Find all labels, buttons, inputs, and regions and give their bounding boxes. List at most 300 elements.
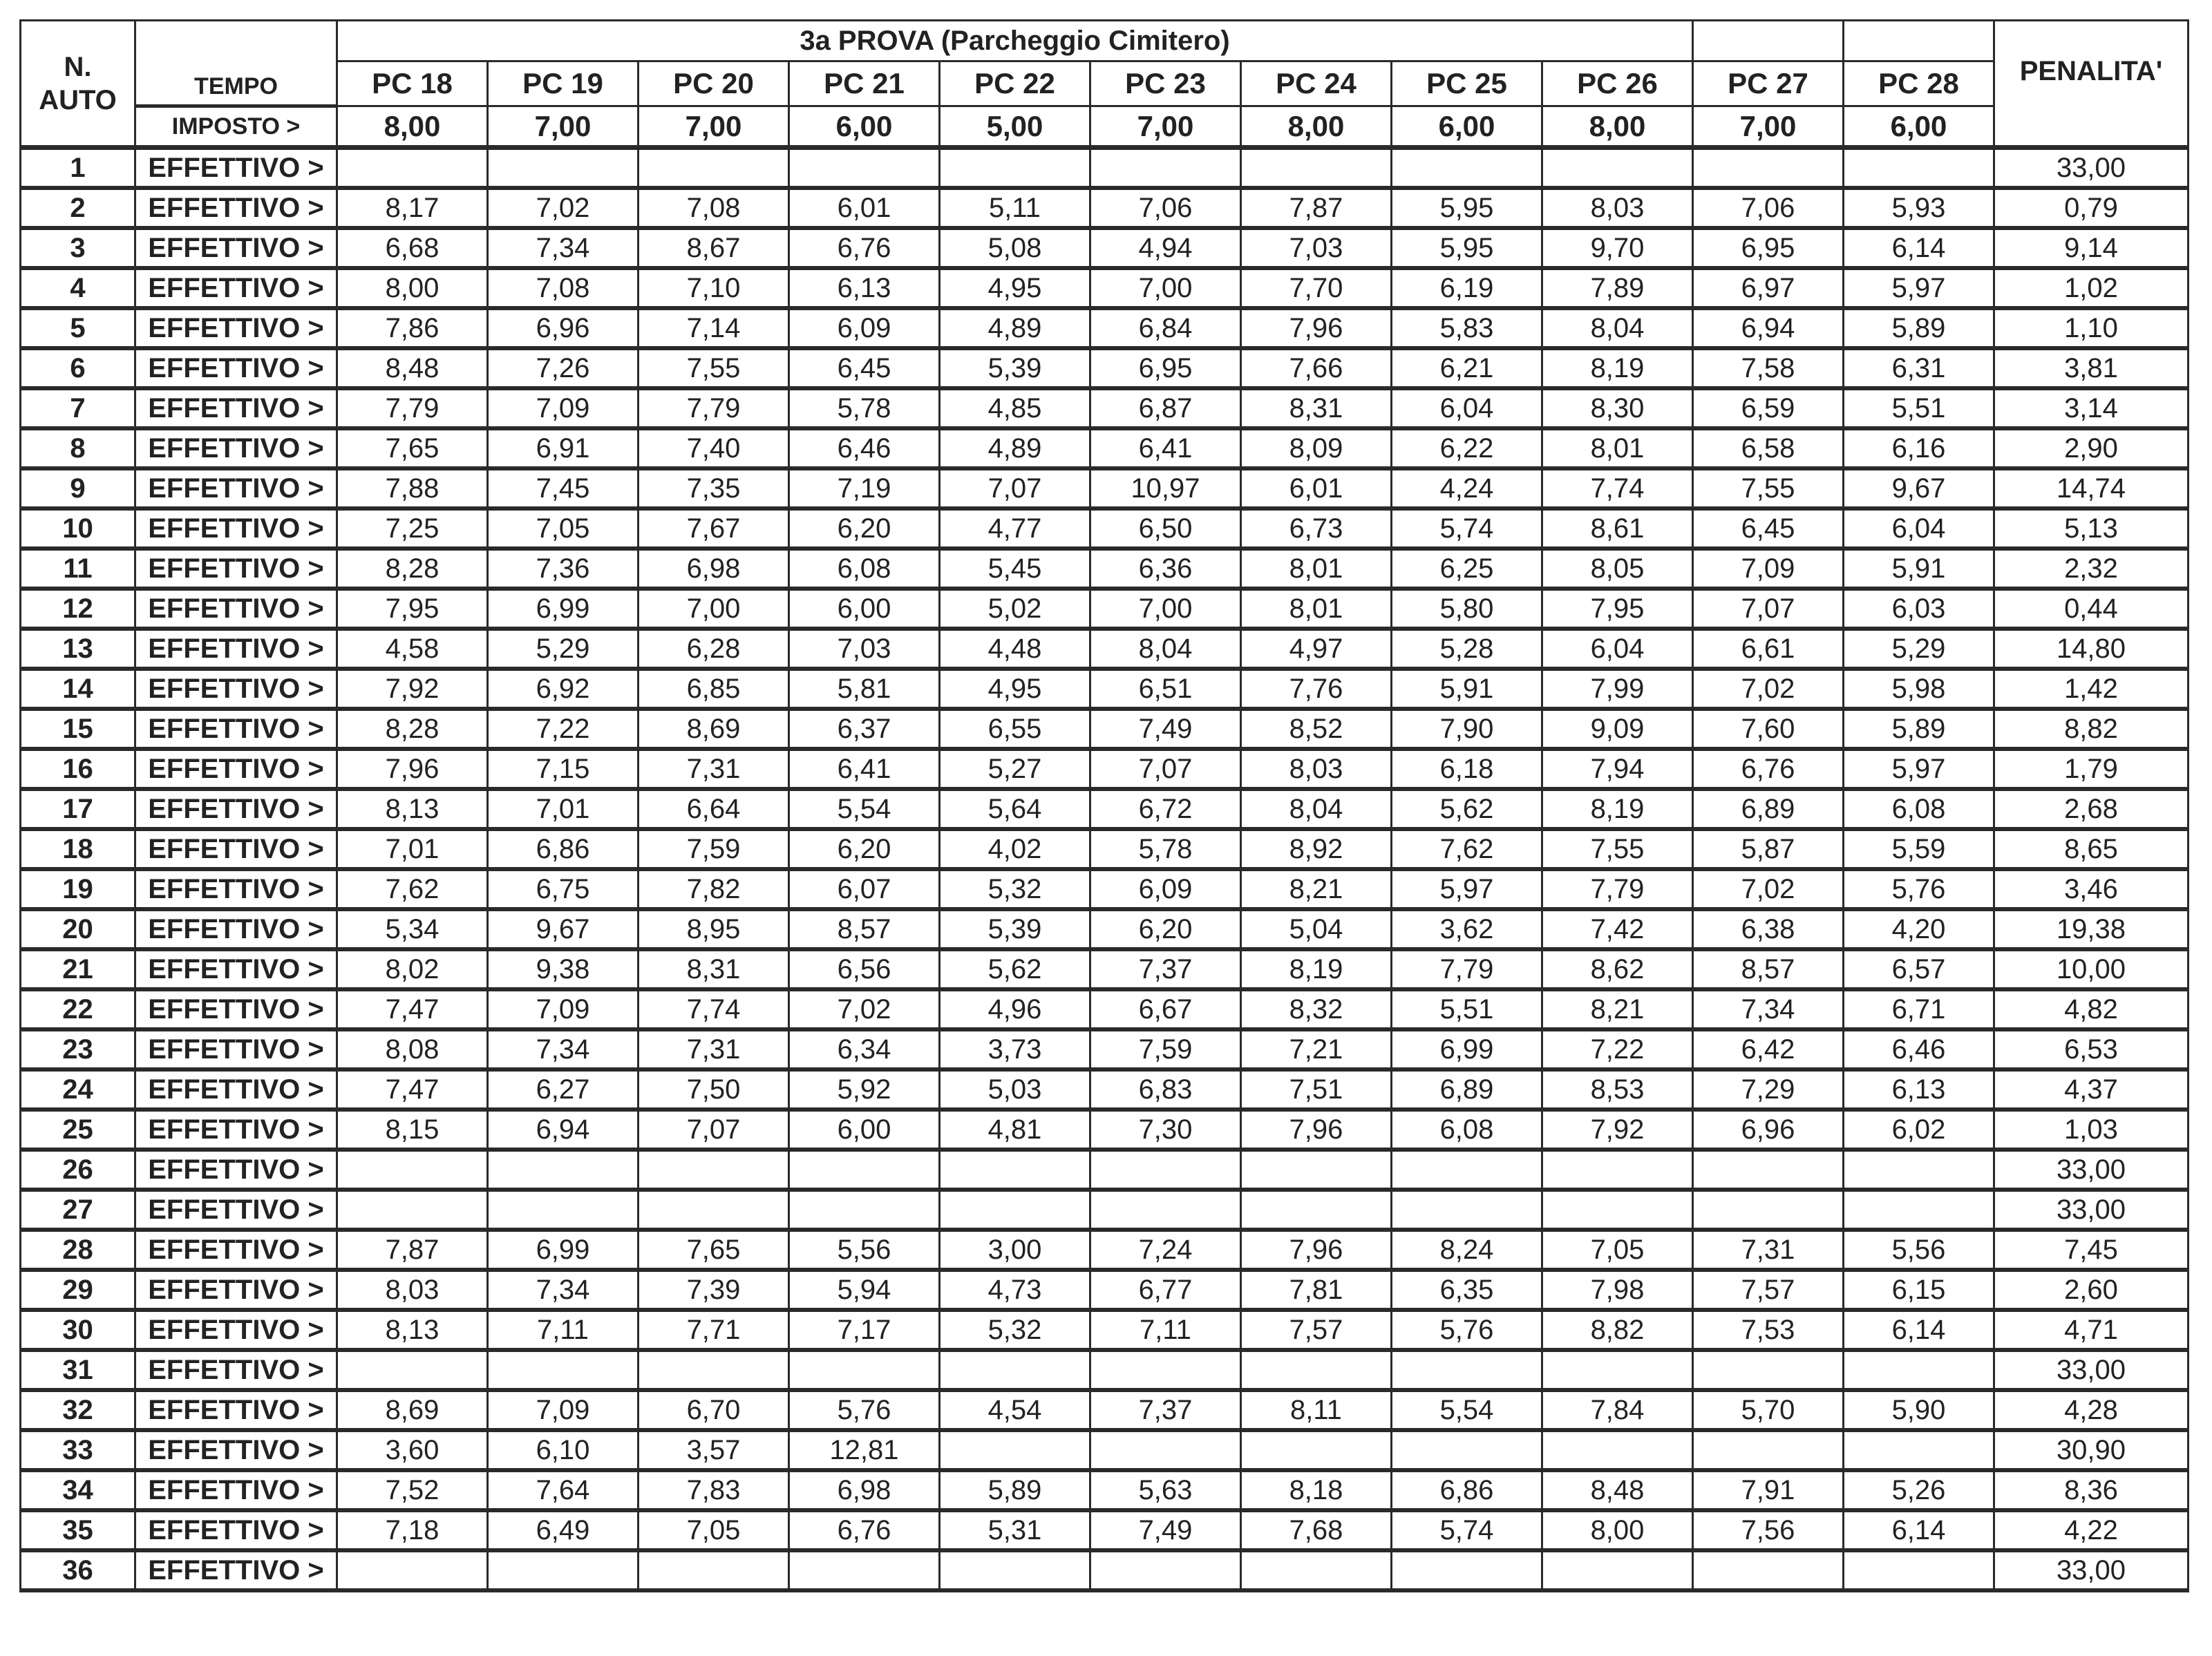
effettivo-label: EFFETTIVO > <box>135 228 337 268</box>
time-value: 5,87 <box>1693 829 1844 869</box>
time-value: 6,91 <box>488 428 639 468</box>
time-value: 7,62 <box>1392 829 1542 869</box>
effettivo-label: EFFETTIVO > <box>135 1190 337 1230</box>
time-value: 5,63 <box>1090 1470 1241 1510</box>
time-value: 7,87 <box>1241 188 1392 228</box>
time-value: 7,26 <box>488 348 639 388</box>
time-value: 7,89 <box>1542 268 1693 308</box>
time-value: 5,11 <box>940 188 1090 228</box>
penalty-value: 10,00 <box>1994 949 2189 989</box>
time-value: 5,62 <box>1392 789 1542 829</box>
car-number: 3 <box>21 228 135 268</box>
time-value: 5,39 <box>940 909 1090 949</box>
time-value: 8,01 <box>1542 428 1693 468</box>
time-value: 6,76 <box>1693 749 1844 789</box>
penalita-header: PENALITA' <box>1994 21 2189 148</box>
time-value: 7,86 <box>337 308 488 348</box>
time-value: 5,64 <box>940 789 1090 829</box>
penalty-value: 14,74 <box>1994 468 2189 508</box>
time-value: 7,15 <box>488 749 639 789</box>
time-value: 8,03 <box>1241 749 1392 789</box>
time-value: 7,06 <box>1090 188 1241 228</box>
time-value: 4,95 <box>940 669 1090 709</box>
time-value <box>940 1190 1090 1230</box>
time-value: 6,64 <box>639 789 789 829</box>
time-value: 5,91 <box>1392 669 1542 709</box>
time-value: 7,09 <box>488 989 639 1029</box>
time-value: 5,56 <box>789 1230 940 1270</box>
effettivo-label: EFFETTIVO > <box>135 348 337 388</box>
time-value: 7,30 <box>1090 1110 1241 1150</box>
time-value: 7,21 <box>1241 1029 1392 1069</box>
time-value <box>1392 1430 1542 1470</box>
time-value <box>1241 1430 1392 1470</box>
time-value: 6,27 <box>488 1069 639 1110</box>
time-value: 7,56 <box>1693 1510 1844 1550</box>
column-header: PC 28 <box>1844 61 1994 106</box>
time-value: 4,48 <box>940 629 1090 669</box>
time-value: 7,71 <box>639 1310 789 1350</box>
time-value <box>1844 1190 1994 1230</box>
table-row <box>21 1430 2189 1470</box>
time-value: 5,04 <box>1241 909 1392 949</box>
car-number: 32 <box>21 1390 135 1430</box>
time-value <box>488 1150 639 1190</box>
car-number: 27 <box>21 1190 135 1230</box>
time-value: 6,99 <box>488 589 639 629</box>
tempo-header: TEMPO <box>135 21 337 106</box>
time-value: 6,99 <box>1392 1029 1542 1069</box>
time-value: 7,92 <box>1542 1110 1693 1150</box>
time-value: 7,07 <box>1693 589 1844 629</box>
car-number: 17 <box>21 789 135 829</box>
time-value: 7,01 <box>488 789 639 829</box>
table-row <box>21 1270 2189 1310</box>
time-value: 8,21 <box>1542 989 1693 1029</box>
time-value: 5,27 <box>940 749 1090 789</box>
time-value: 5,90 <box>1844 1390 1994 1430</box>
time-value: 7,65 <box>337 428 488 468</box>
table-row <box>21 1470 2189 1510</box>
time-value: 8,03 <box>337 1270 488 1310</box>
time-value: 7,49 <box>1090 709 1241 749</box>
imposto-value: 7,00 <box>639 106 789 148</box>
time-value: 8,57 <box>1693 949 1844 989</box>
time-value: 5,97 <box>1844 268 1994 308</box>
time-value: 5,98 <box>1844 669 1994 709</box>
time-value: 3,73 <box>940 1029 1090 1069</box>
time-value: 8,01 <box>1241 589 1392 629</box>
time-value: 5,62 <box>940 949 1090 989</box>
time-value: 7,94 <box>1542 749 1693 789</box>
time-value: 8,15 <box>337 1110 488 1150</box>
time-value: 6,98 <box>789 1470 940 1510</box>
penalty-value: 6,53 <box>1994 1029 2189 1069</box>
imposto-value: 8,00 <box>337 106 488 148</box>
time-value: 6,41 <box>1090 428 1241 468</box>
time-value: 4,54 <box>940 1390 1090 1430</box>
time-value: 5,76 <box>1844 869 1994 909</box>
time-value: 5,95 <box>1392 228 1542 268</box>
time-value <box>1693 1190 1844 1230</box>
table-row <box>21 589 2189 629</box>
time-value: 6,95 <box>1693 228 1844 268</box>
effettivo-label: EFFETTIVO > <box>135 1350 337 1390</box>
time-value: 7,05 <box>639 1510 789 1550</box>
time-value: 6,94 <box>1693 308 1844 348</box>
effettivo-label: EFFETTIVO > <box>135 1470 337 1510</box>
penalty-value: 4,71 <box>1994 1310 2189 1350</box>
time-value: 7,09 <box>488 1390 639 1430</box>
time-value: 6,61 <box>1693 629 1844 669</box>
time-value: 4,89 <box>940 308 1090 348</box>
time-value: 7,92 <box>337 669 488 709</box>
time-value: 5,34 <box>337 909 488 949</box>
time-value: 7,02 <box>1693 669 1844 709</box>
time-value: 6,89 <box>1392 1069 1542 1110</box>
time-value: 6,00 <box>789 1110 940 1150</box>
time-value <box>1241 1190 1392 1230</box>
time-value: 7,37 <box>1090 949 1241 989</box>
car-number: 15 <box>21 709 135 749</box>
time-value: 9,67 <box>1844 468 1994 508</box>
time-value: 6,56 <box>789 949 940 989</box>
time-value: 6,42 <box>1693 1029 1844 1069</box>
time-value: 4,96 <box>940 989 1090 1029</box>
time-value: 6,04 <box>1542 629 1693 669</box>
time-value: 9,70 <box>1542 228 1693 268</box>
penalty-value: 0,79 <box>1994 188 2189 228</box>
time-value: 8,31 <box>639 949 789 989</box>
time-value: 6,37 <box>789 709 940 749</box>
time-value: 7,82 <box>639 869 789 909</box>
car-number: 7 <box>21 388 135 428</box>
time-value: 6,86 <box>1392 1470 1542 1510</box>
time-value: 7,59 <box>639 829 789 869</box>
penalty-value: 1,79 <box>1994 749 2189 789</box>
time-value: 5,81 <box>789 669 940 709</box>
effettivo-label: EFFETTIVO > <box>135 1069 337 1110</box>
time-value: 6,28 <box>639 629 789 669</box>
column-header: PC 19 <box>488 61 639 106</box>
effettivo-label: EFFETTIVO > <box>135 1110 337 1150</box>
time-value: 6,07 <box>789 869 940 909</box>
time-value: 6,85 <box>639 669 789 709</box>
time-value <box>1693 1430 1844 1470</box>
time-value: 10,97 <box>1090 468 1241 508</box>
time-value <box>789 1550 940 1590</box>
table-row <box>21 829 2189 869</box>
time-value: 8,04 <box>1090 629 1241 669</box>
time-value: 7,60 <box>1693 709 1844 749</box>
effettivo-label: EFFETTIVO > <box>135 989 337 1029</box>
time-value <box>789 1150 940 1190</box>
imposto-value: 8,00 <box>1542 106 1693 148</box>
car-number: 19 <box>21 869 135 909</box>
penalty-value: 2,90 <box>1994 428 2189 468</box>
column-header: PC 26 <box>1542 61 1693 106</box>
time-value: 4,97 <box>1241 629 1392 669</box>
time-value: 6,73 <box>1241 508 1392 549</box>
time-value: 6,21 <box>1392 348 1542 388</box>
time-value: 4,73 <box>940 1270 1090 1310</box>
table-row <box>21 1190 2189 1230</box>
time-value: 7,76 <box>1241 669 1392 709</box>
time-value: 7,39 <box>639 1270 789 1310</box>
effettivo-label: EFFETTIVO > <box>135 1430 337 1470</box>
imposto-value: 6,00 <box>1392 106 1542 148</box>
time-value: 5,83 <box>1392 308 1542 348</box>
time-value: 5,29 <box>488 629 639 669</box>
time-value: 5,59 <box>1844 829 1994 869</box>
time-value: 4,95 <box>940 268 1090 308</box>
effettivo-label: EFFETTIVO > <box>135 428 337 468</box>
table-row <box>21 1510 2189 1550</box>
table-row <box>21 1230 2189 1270</box>
time-value <box>1542 1430 1693 1470</box>
time-value: 7,74 <box>639 989 789 1029</box>
time-value: 5,76 <box>789 1390 940 1430</box>
time-value: 6,01 <box>1241 468 1392 508</box>
car-number: 11 <box>21 549 135 589</box>
time-value: 7,00 <box>639 589 789 629</box>
time-value <box>1241 1550 1392 1590</box>
table-row <box>21 1310 2189 1350</box>
time-value: 8,48 <box>337 348 488 388</box>
time-value: 4,58 <box>337 629 488 669</box>
time-value: 6,09 <box>789 308 940 348</box>
time-value: 7,03 <box>789 629 940 669</box>
effettivo-label: EFFETTIVO > <box>135 148 337 189</box>
time-value: 6,00 <box>789 589 940 629</box>
time-value: 5,91 <box>1844 549 1994 589</box>
effettivo-label: EFFETTIVO > <box>135 268 337 308</box>
column-header: PC 23 <box>1090 61 1241 106</box>
car-number: 31 <box>21 1350 135 1390</box>
table-row <box>21 549 2189 589</box>
time-value: 5,54 <box>1392 1390 1542 1430</box>
time-value <box>1844 1150 1994 1190</box>
car-number: 4 <box>21 268 135 308</box>
time-value: 7,31 <box>639 749 789 789</box>
time-value: 6,49 <box>488 1510 639 1550</box>
time-value <box>1844 1350 1994 1390</box>
time-value: 4,20 <box>1844 909 1994 949</box>
time-value: 7,47 <box>337 989 488 1029</box>
time-value <box>1392 1350 1542 1390</box>
time-value: 7,84 <box>1542 1390 1693 1430</box>
time-value: 5,94 <box>789 1270 940 1310</box>
imposto-value: 5,00 <box>940 106 1090 148</box>
effettivo-label: EFFETTIVO > <box>135 789 337 829</box>
time-value: 7,65 <box>639 1230 789 1270</box>
table-row <box>21 468 2189 508</box>
time-value: 6,25 <box>1392 549 1542 589</box>
time-value: 7,02 <box>1693 869 1844 909</box>
penalty-value: 3,14 <box>1994 388 2189 428</box>
effettivo-label: EFFETTIVO > <box>135 1230 337 1270</box>
time-value: 8,09 <box>1241 428 1392 468</box>
time-value: 5,76 <box>1392 1310 1542 1350</box>
time-value: 7,81 <box>1241 1270 1392 1310</box>
time-value: 5,70 <box>1693 1390 1844 1430</box>
car-number: 22 <box>21 989 135 1029</box>
time-value: 6,08 <box>789 549 940 589</box>
time-value: 7,55 <box>639 348 789 388</box>
time-value: 7,95 <box>337 589 488 629</box>
time-value: 5,97 <box>1844 749 1994 789</box>
time-value: 6,59 <box>1693 388 1844 428</box>
time-value: 6,99 <box>488 1230 639 1270</box>
time-value: 7,29 <box>1693 1069 1844 1110</box>
penalty-value: 2,32 <box>1994 549 2189 589</box>
time-value: 5,78 <box>1090 829 1241 869</box>
time-value: 8,21 <box>1241 869 1392 909</box>
empty-header-cell <box>1844 21 1994 61</box>
time-value: 7,18 <box>337 1510 488 1550</box>
time-value: 5,03 <box>940 1069 1090 1110</box>
effettivo-label: EFFETTIVO > <box>135 388 337 428</box>
column-header: PC 18 <box>337 61 488 106</box>
penalty-value: 8,82 <box>1994 709 2189 749</box>
time-value: 6,08 <box>1392 1110 1542 1150</box>
penalty-value: 1,42 <box>1994 669 2189 709</box>
time-value: 5,97 <box>1392 869 1542 909</box>
results-table <box>19 19 2189 1592</box>
car-number: 23 <box>21 1029 135 1069</box>
table-row <box>21 228 2189 268</box>
effettivo-label: EFFETTIVO > <box>135 829 337 869</box>
imposto-value: 6,00 <box>1844 106 1994 148</box>
time-value: 7,68 <box>1241 1510 1392 1550</box>
time-value: 5,29 <box>1844 629 1994 669</box>
time-value <box>1090 1350 1241 1390</box>
time-value: 7,99 <box>1542 669 1693 709</box>
car-number: 33 <box>21 1430 135 1470</box>
time-value: 7,96 <box>1241 1110 1392 1150</box>
penalty-value: 0,44 <box>1994 589 2189 629</box>
penalty-value: 33,00 <box>1994 1150 2189 1190</box>
time-value: 5,28 <box>1392 629 1542 669</box>
time-value <box>488 148 639 189</box>
time-value <box>1090 1150 1241 1190</box>
time-value <box>1693 1550 1844 1590</box>
time-value: 7,34 <box>488 1029 639 1069</box>
time-value: 8,52 <box>1241 709 1392 749</box>
time-value: 7,52 <box>337 1470 488 1510</box>
time-value <box>789 1190 940 1230</box>
car-number: 8 <box>21 428 135 468</box>
penalty-value: 9,14 <box>1994 228 2189 268</box>
time-value: 5,78 <box>789 388 940 428</box>
time-value <box>1542 1550 1693 1590</box>
time-value <box>1542 148 1693 189</box>
time-value: 8,61 <box>1542 508 1693 549</box>
car-number: 25 <box>21 1110 135 1150</box>
table-row <box>21 1029 2189 1069</box>
time-value: 4,94 <box>1090 228 1241 268</box>
time-value: 7,96 <box>1241 308 1392 348</box>
time-value: 7,11 <box>488 1310 639 1350</box>
table-row <box>21 308 2189 348</box>
imposto-value: 7,00 <box>1693 106 1844 148</box>
time-value: 6,50 <box>1090 508 1241 549</box>
time-value: 6,94 <box>488 1110 639 1150</box>
time-value: 6,76 <box>789 228 940 268</box>
table-row <box>21 508 2189 549</box>
time-value: 6,04 <box>1392 388 1542 428</box>
car-number: 21 <box>21 949 135 989</box>
penalty-value: 1,02 <box>1994 268 2189 308</box>
time-value <box>1844 1550 1994 1590</box>
time-value: 7,67 <box>639 508 789 549</box>
time-value: 8,28 <box>337 549 488 589</box>
time-value: 6,95 <box>1090 348 1241 388</box>
time-value <box>1693 1350 1844 1390</box>
time-value: 7,02 <box>488 188 639 228</box>
time-value: 7,22 <box>488 709 639 749</box>
table-row <box>21 1550 2189 1590</box>
time-value: 4,89 <box>940 428 1090 468</box>
time-value <box>337 1150 488 1190</box>
effettivo-label: EFFETTIVO > <box>135 589 337 629</box>
imposto-value: 7,00 <box>488 106 639 148</box>
time-value: 5,95 <box>1392 188 1542 228</box>
time-value: 5,74 <box>1392 508 1542 549</box>
time-value <box>940 1350 1090 1390</box>
time-value: 5,54 <box>789 789 940 829</box>
car-number: 28 <box>21 1230 135 1270</box>
time-value: 7,64 <box>488 1470 639 1510</box>
time-value <box>639 1150 789 1190</box>
penalty-value: 4,22 <box>1994 1510 2189 1550</box>
car-number: 34 <box>21 1470 135 1510</box>
time-value: 7,90 <box>1392 709 1542 749</box>
table-row <box>21 188 2189 228</box>
time-value: 7,79 <box>639 388 789 428</box>
time-value: 7,66 <box>1241 348 1392 388</box>
time-value: 6,98 <box>639 549 789 589</box>
time-value <box>1090 1550 1241 1590</box>
time-value: 7,07 <box>940 468 1090 508</box>
time-value: 6,87 <box>1090 388 1241 428</box>
column-header: PC 25 <box>1392 61 1542 106</box>
time-value: 5,39 <box>940 348 1090 388</box>
effettivo-label: EFFETTIVO > <box>135 188 337 228</box>
car-number: 12 <box>21 589 135 629</box>
time-value <box>1241 1150 1392 1190</box>
time-value: 4,77 <box>940 508 1090 549</box>
car-number: 36 <box>21 1550 135 1590</box>
time-value: 5,89 <box>1844 709 1994 749</box>
time-value: 7,57 <box>1693 1270 1844 1310</box>
imposto-value: 8,00 <box>1241 106 1392 148</box>
time-value: 6,58 <box>1693 428 1844 468</box>
penalty-value: 30,90 <box>1994 1430 2189 1470</box>
effettivo-label: EFFETTIVO > <box>135 1310 337 1350</box>
time-value: 5,56 <box>1844 1230 1994 1270</box>
time-value: 7,74 <box>1542 468 1693 508</box>
time-value: 5,51 <box>1392 989 1542 1029</box>
time-value: 8,11 <box>1241 1390 1392 1430</box>
time-value <box>940 148 1090 189</box>
time-value: 8,08 <box>337 1029 488 1069</box>
time-value: 8,00 <box>1542 1510 1693 1550</box>
time-value: 6,41 <box>789 749 940 789</box>
time-value: 7,17 <box>789 1310 940 1350</box>
time-value: 6,36 <box>1090 549 1241 589</box>
table-row <box>21 909 2189 949</box>
